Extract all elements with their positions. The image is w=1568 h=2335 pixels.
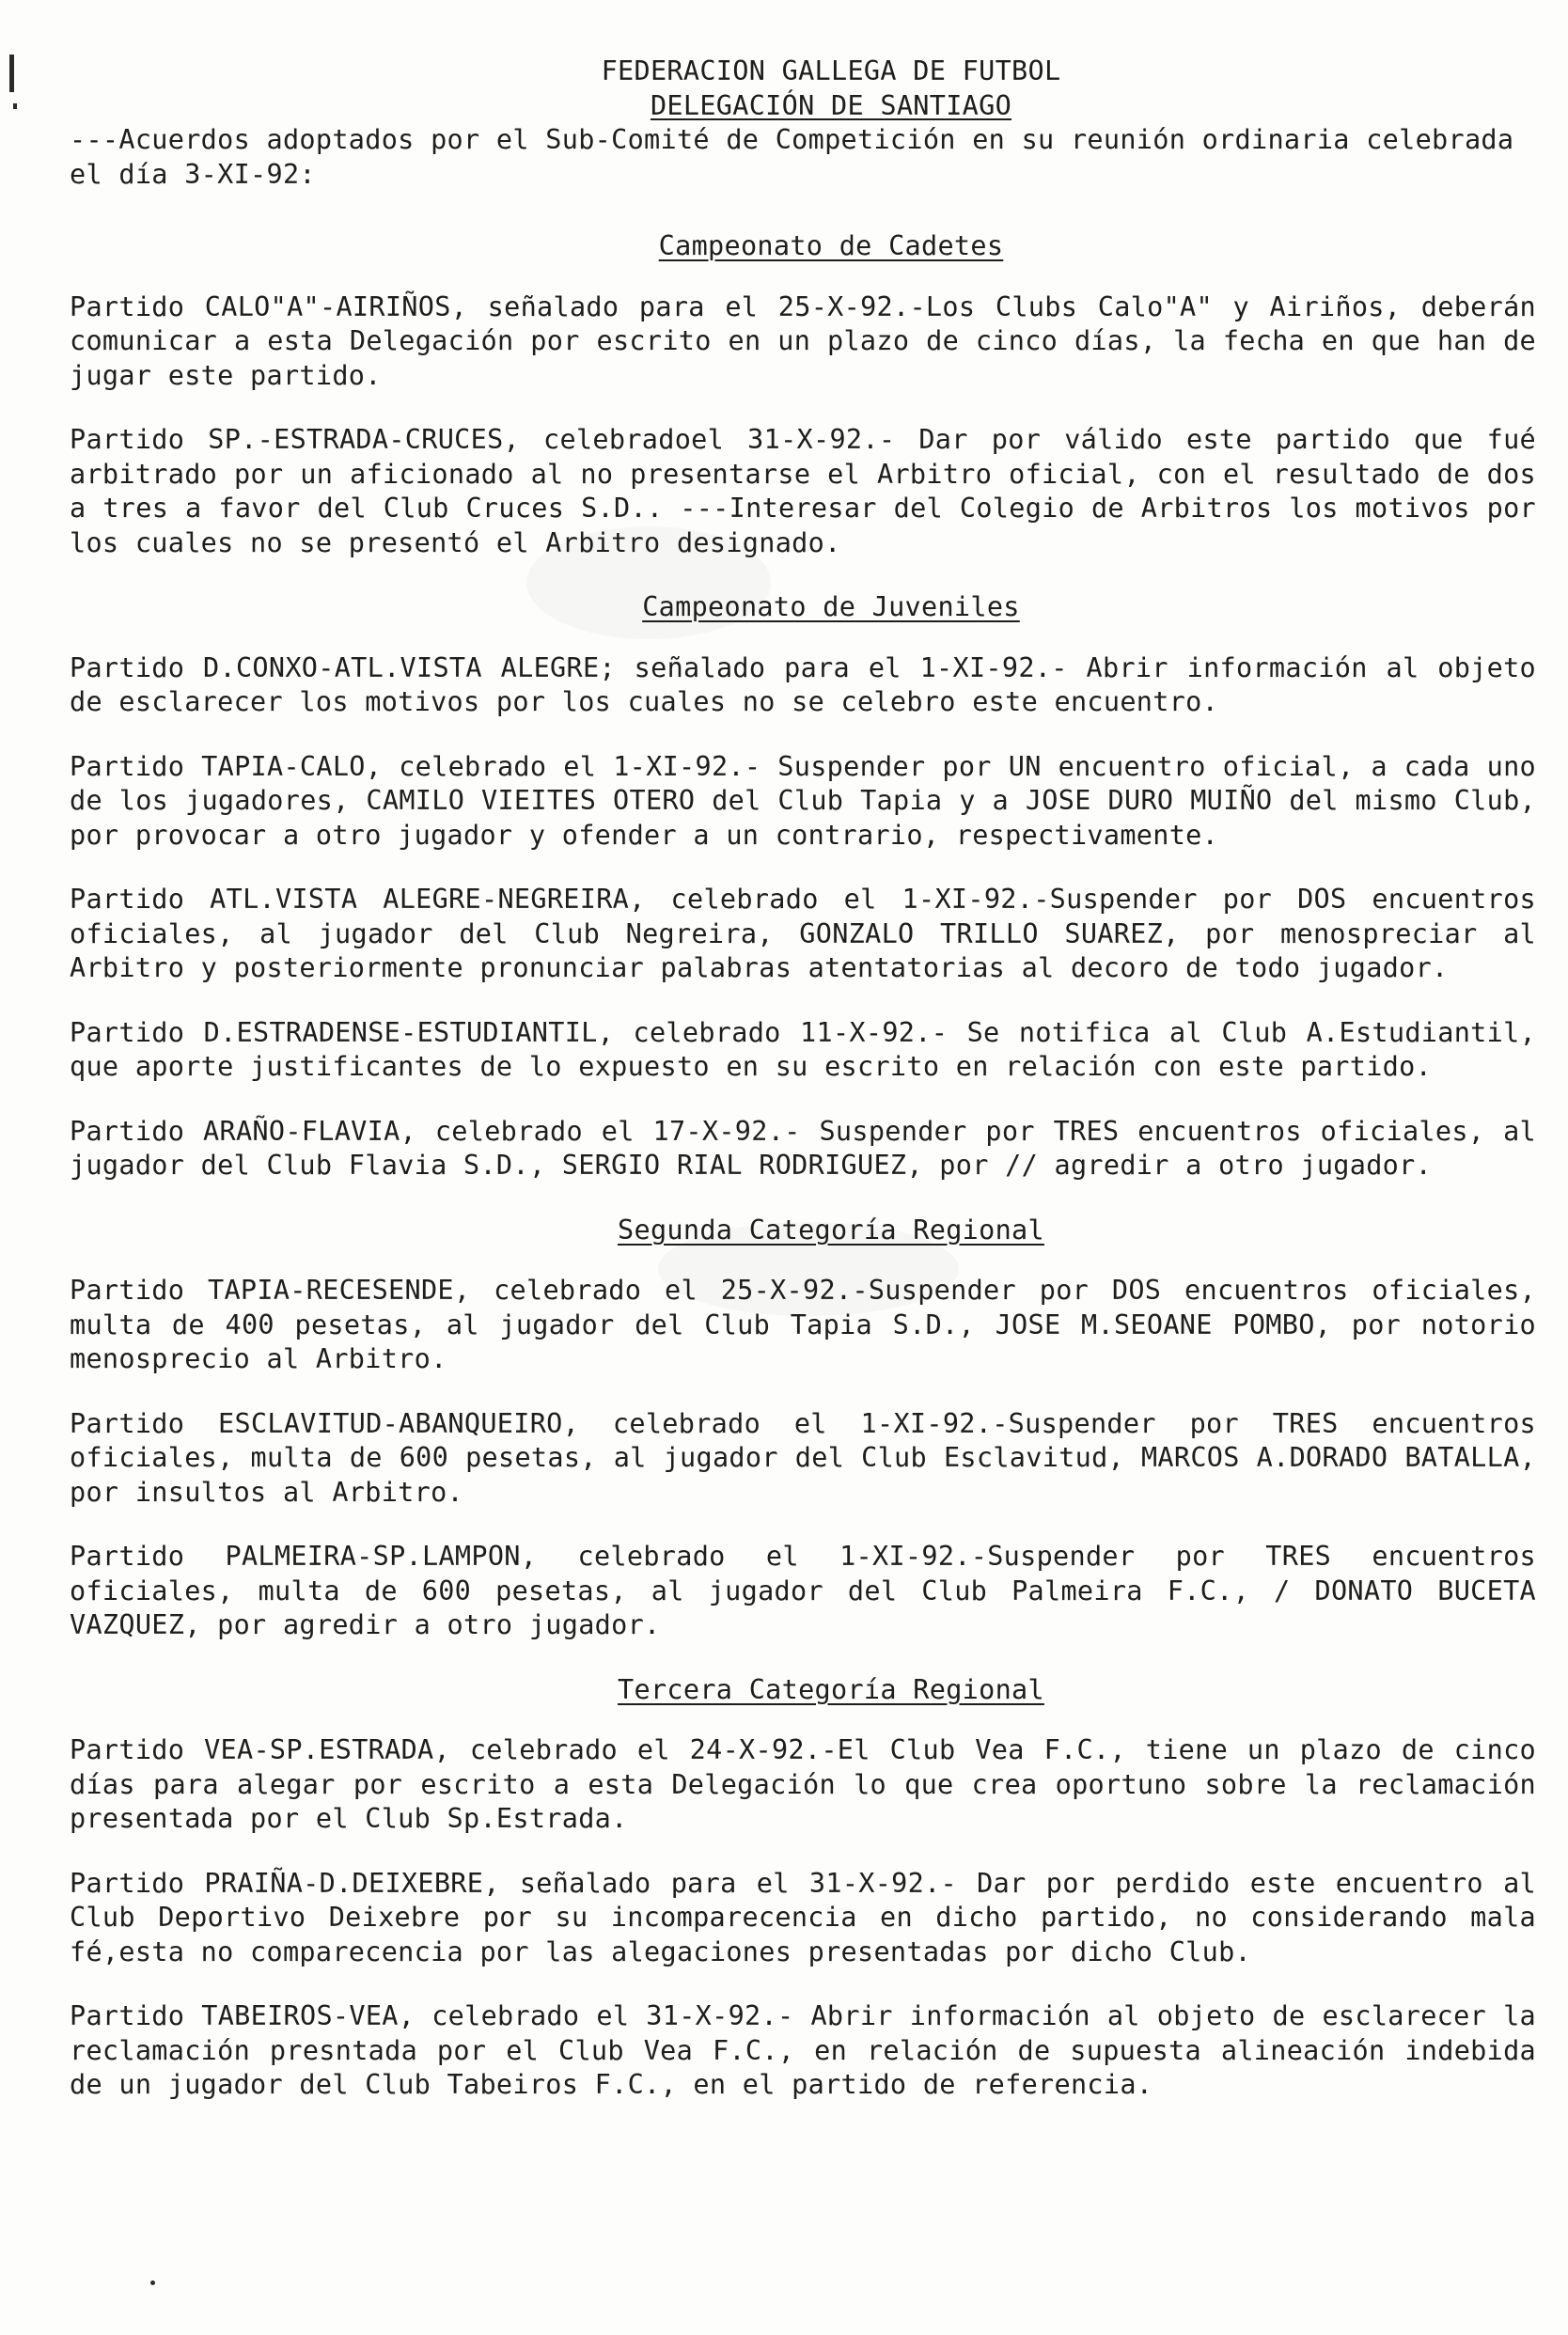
section-title: Tercera Categoría Regional xyxy=(618,1673,1044,1705)
section-title: Campeonato de Cadetes xyxy=(658,230,1004,261)
ruling-entry: Partido D.ESTRADENSE-ESTUDIANTIL, celebrado 11-X-92.- Se notifica al Club A.Estudiantil, que aporte justificantes de lo expuesto en su escrito en relación con este partido. xyxy=(70,1016,1536,1082)
section-segunda-regional xyxy=(70,1214,1536,1643)
ruling-entry: Partido VEA-SP.ESTRADA, celebrado el 24-X-92.-El Club Vea F.C., tiene un plazo de cinco días para alegar por escrito a esta Delegación lo que crea oportuno sobre la reclamación presentada por el Club Sp.Estrada. xyxy=(70,1734,1536,1834)
ruling-entry: Partido CALO"A"-AIRIÑOS, señalado para el 25-X-92.-Los Clubs Calo"A" y Airiños, deberán comunicar a esta Delegación por escrito en un plazo de cinco días, la fecha en que han de jugar este partido. xyxy=(70,290,1536,391)
section-tercera-regional xyxy=(70,1673,1536,2103)
ruling-entry: Partido SP.-ESTRADA-CRUCES, celebradoel 31-X-92.- Dar por válido este partido que fué arbitrado por un aficionado al no presentarse el Arbitro oficial, con el resultado de dos a tres a favor del Club Cruces S.D.. ---Interesar del Colegio de Arbitros los motivos por los cuales no se presentó el Arbitro designado. xyxy=(70,424,1536,558)
section-title: Campeonato de Juveniles xyxy=(642,591,1020,622)
federation-name: FEDERACION GALLEGA DE FUTBOL xyxy=(601,55,1061,86)
margin-ink-dot xyxy=(150,2280,155,2285)
margin-ink-mark xyxy=(9,55,14,92)
ruling-entry: Partido TAPIA-CALO, celebrado el 1-XI-92.- Suspender por UN encuentro oficial, a cada uno de los jugadores, CAMILO VIEITES OTERO del Club Tapia y a JOSE DURO MUIÑO del mismo Club, por provocar a otro jugador y ofender a un contrario, respectivamente. xyxy=(70,750,1536,851)
intro-paragraph: ---Acuerdos adoptados por el Sub-Comité de Competición en su reunión ordinaria celebrada el día 3-XI-92: xyxy=(70,124,1514,190)
ruling-entry: Partido TABEIROS-VEA, celebrado el 31-X-92.- Abrir información al objeto de esclarecer la reclamación presntada por el Club Vea F.C., en relación de supuesta alineación indebida de un jugador del Club Tabeiros F.C., en el partido de referencia. xyxy=(70,2000,1536,2100)
ruling-entry: Partido TAPIA-RECESENDE, celebrado el 25-X-92.-Suspender por DOS encuentros oficiales, multa de 400 pesetas, al jugador del Club Tapia S.D., JOSE M.SEOANE POMBO, por notorio menosprecio al Arbitro. xyxy=(70,1275,1536,1374)
ruling-entry: Partido PALMEIRA-SP.LAMPON, celebrado el 1-XI-92.-Suspender por TRES encuentros oficiales, multa de 600 pesetas, al jugador del Club Palmeira F.C., / DONATO BUCETA VAZQUEZ, por agredir a otro jugador. xyxy=(70,1541,1536,1640)
section-juveniles xyxy=(70,590,1536,1183)
ruling-entry: Partido ARAÑO-FLAVIA, celebrado el 17-X-92.- Suspender por TRES encuentros oficiales, al jugador del Club Flavia S.D., SERGIO RIAL RODRIGUEZ, por // agredir a otro jugador. xyxy=(70,1115,1536,1181)
ruling-entry: Partido PRAIÑA-D.DEIXEBRE, señalado para el 31-X-92.- Dar por perdido este encuentro al Club Deportivo Deixebre por su incomparecencia en dicho partido, no considerando mala fé,esta no comparecencia por las alegaciones presentadas por dicho Club. xyxy=(70,1867,1536,1967)
ruling-entry: Partido ESCLAVITUD-ABANQUEIRO, celebrado el 1-XI-92.-Suspender por TRES encuentros oficiales, multa de 600 pesetas, al jugador del Club Esclavitud, MARCOS A.DORADO BATALLA, por insultos al Arbitro. xyxy=(70,1407,1536,1508)
ruling-entry: Partido ATL.VISTA ALEGRE-NEGREIRA, celebrado el 1-XI-92.-Suspender por DOS encuentros oficiales, al jugador del Club Negreira, GONZALO TRILLO SUAREZ, por menospreciar al Arbitro y posteriormente pronunciar palabras atentatorias al decoro de todo jugador. xyxy=(70,884,1536,983)
margin-ink-mark xyxy=(13,103,17,109)
section-title: Segunda Categoría Regional xyxy=(618,1214,1044,1246)
resolutions-document xyxy=(70,55,1536,2133)
section-cadetes xyxy=(70,229,1536,560)
document-header xyxy=(126,55,1536,123)
ruling-entry: Partido D.CONXO-ATL.VISTA ALEGRE; señalado para el 1-XI-92.- Abrir información al objeto de esclarecer los motivos por los cuales no se celebro este encuentro. xyxy=(70,651,1536,717)
delegation-name: DELEGACIÓN DE SANTIAGO xyxy=(650,89,1012,121)
